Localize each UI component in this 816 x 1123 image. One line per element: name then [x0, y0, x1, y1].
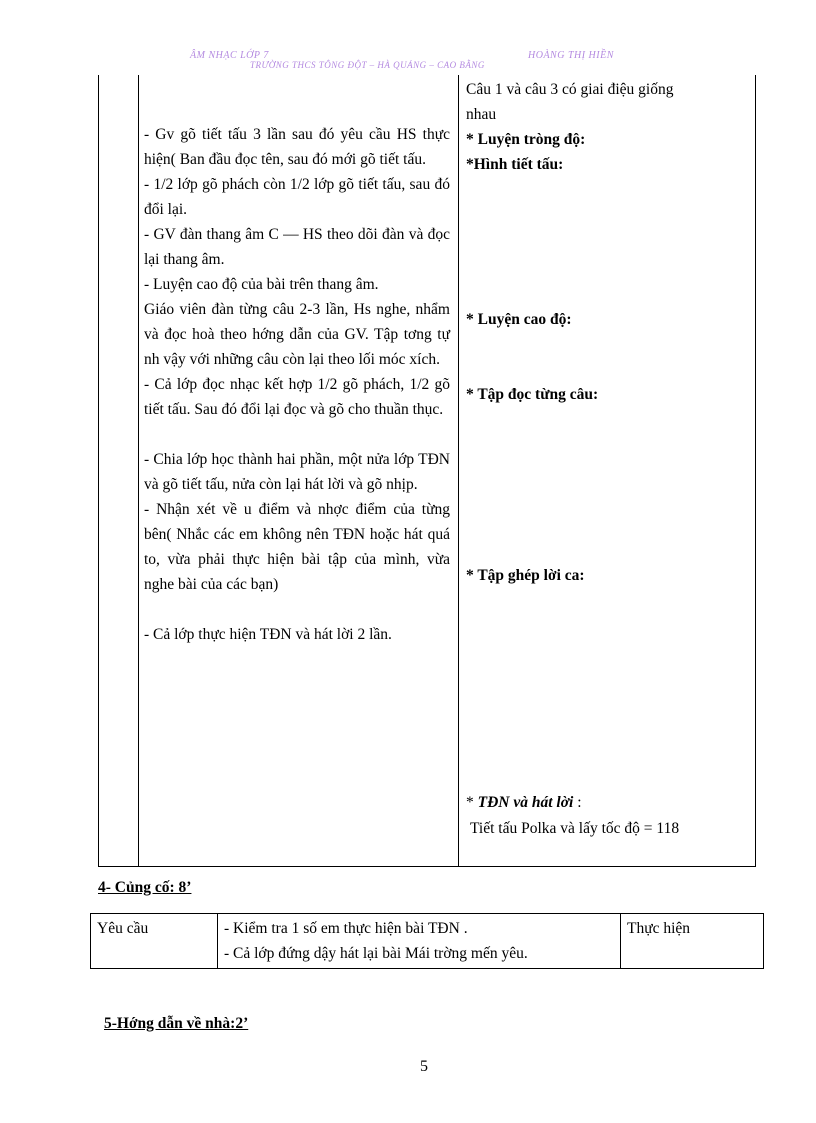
consolidation-table	[90, 913, 764, 969]
activity-text: - Luyện cao độ của bài trên thang âm.	[144, 276, 379, 293]
activity-text: - Nhận xét về u điểm và nhợc điểm của từng bên( Nhắc các em không nên TĐN hoặc hát quá to, vừa phải thực hiện bài tập của mình, vừa nghe bài của các bạn)	[144, 501, 450, 593]
activity-text: - Gv gõ tiết tấu 3 lần sau đó yêu cầu HS thực hiện( Ban đầu đọc tên, sau đó mới gõ tiết tấu.	[144, 126, 450, 168]
header-subject: ÂM NHẠC LỚP 7	[190, 50, 269, 61]
activity-text: - Chia lớp học thành hai phần, một nửa lớp TĐN và gõ tiết tấu, nửa còn lại hát lời và gõ nhịp.	[144, 451, 450, 493]
header-teacher: HOÀNG THỊ HIỀN	[528, 50, 614, 61]
task-line: - Kiểm tra 1 số em thực hiện bài TĐN .	[224, 920, 468, 937]
heading-tap-doc-tung-cau: * Tập đọc từng câu:	[466, 386, 599, 403]
heading-tdn-hat-loi: * TĐN và hát lời :	[466, 794, 582, 811]
cell-tasks	[218, 914, 621, 969]
lesson-table	[98, 75, 756, 867]
content-line: nhau	[466, 106, 497, 123]
content-tiet-tau: Tiết tấu Polka và lấy tốc độ = 118	[470, 820, 680, 837]
activity-text: - Cả lớp đọc nhạc kết hợp 1/2 gõ phách, 1/2 gõ tiết tấu. Sau đó đổi lại đọc và gõ cho thuần thục.	[144, 376, 450, 418]
heading-luyen-cao-do: * Luyện cao độ:	[466, 311, 572, 328]
cell-execution: Thực hiện	[621, 914, 764, 969]
activity-text: - GV đàn thang âm C — HS theo dõi đàn và đọc lại thang âm.	[144, 226, 450, 268]
teacher-activities	[144, 122, 450, 647]
table-divider-1	[138, 75, 139, 867]
heading-tap-ghep-loi-ca: * Tập ghép lời ca:	[466, 567, 585, 584]
section-5-title: 5-Hớng dẫn về nhà:2’	[104, 1015, 249, 1032]
table-divider-2	[458, 75, 459, 867]
activity-text: - Cả lớp thực hiện TĐN và hát lời 2 lần.	[144, 626, 392, 643]
content-line: Câu 1 và câu 3 có giai điệu giống	[466, 81, 674, 98]
cell-requirement: Yêu cầu	[91, 914, 218, 969]
page-number: 5	[420, 1058, 428, 1075]
task-line: - Cả lớp đứng dậy hát lại bài Mái trờng mến yêu.	[224, 945, 528, 962]
heading-hinh-tiet-tau: *Hình tiết tấu:	[466, 156, 564, 173]
activity-text: - 1/2 lớp gõ phách còn 1/2 lớp gõ tiết tấu, sau đó đổi lại.	[144, 176, 450, 218]
heading-luyen-truong-do: * Luyện tròng độ:	[466, 131, 586, 148]
header-school: TRƯỜNG THCS TÔNG ĐỘT – HÀ QUẢNG – CAO BẰNG	[250, 60, 485, 70]
page-header	[190, 50, 670, 72]
section-4-title: 4- Củng cố: 8’	[98, 879, 192, 896]
activity-text: Giáo viên đàn từng câu 2-3 lần, Hs nghe, nhẩm và đọc hoà theo hớng dẫn của GV. Tập tơng tự nh vậy với những câu còn lại theo lối móc xích.	[144, 301, 450, 368]
